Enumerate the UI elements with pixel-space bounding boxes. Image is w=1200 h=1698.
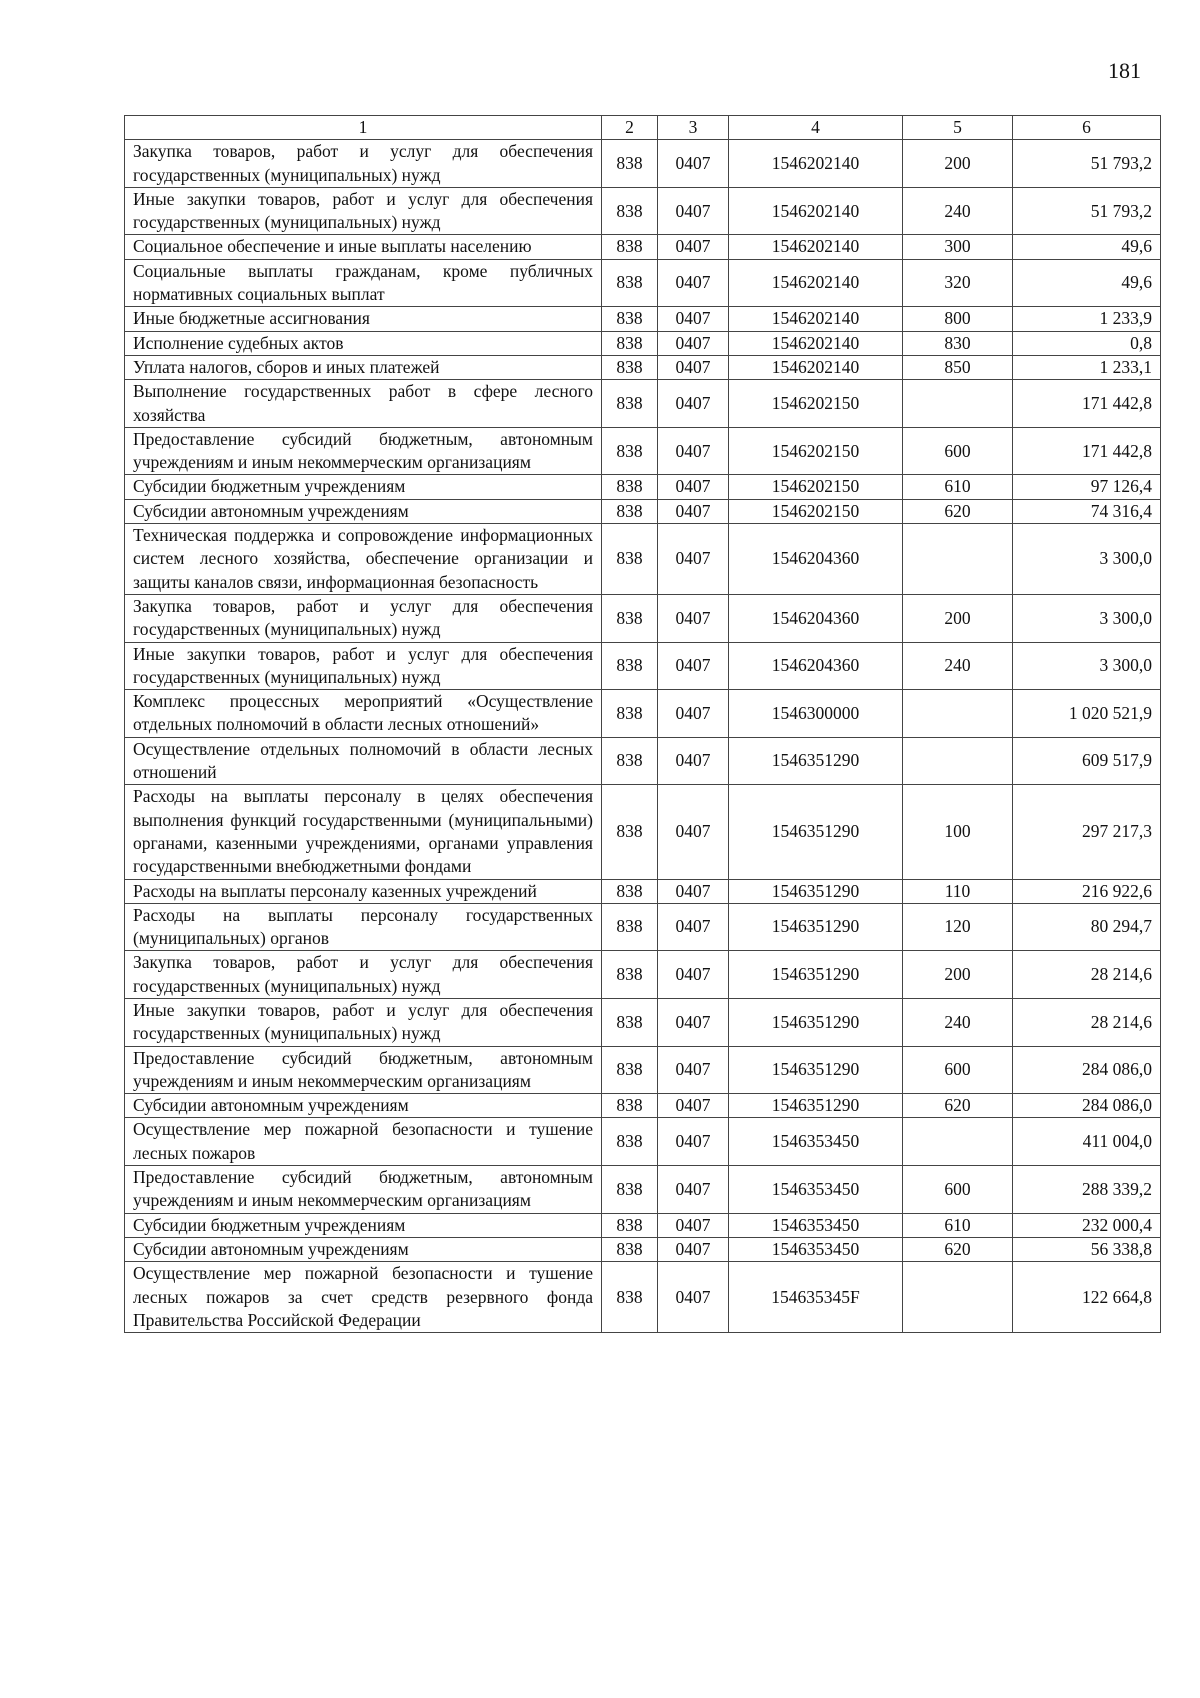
grbs-code-cell: 838 — [602, 903, 658, 951]
section-code-cell: 0407 — [658, 355, 729, 379]
table-row — [125, 427, 1161, 475]
grbs-code-cell: 838 — [602, 475, 658, 499]
table-row — [125, 1094, 1161, 1118]
grbs-code-cell: 838 — [602, 1166, 658, 1214]
expense-name-cell: Закупка товаров, работ и услуг для обеспечения государственных (муниципальных) нужд — [125, 140, 602, 188]
target-article-cell: 1546202140 — [729, 259, 903, 307]
column-header: 5 — [903, 116, 1013, 140]
target-article-cell: 154635345F — [729, 1262, 903, 1333]
table-row — [125, 737, 1161, 785]
grbs-code-cell: 838 — [602, 785, 658, 879]
amount-cell: 51 793,2 — [1013, 187, 1161, 235]
table-row — [125, 524, 1161, 595]
section-code-cell: 0407 — [658, 235, 729, 259]
section-code-cell: 0407 — [658, 1213, 729, 1237]
target-article-cell: 1546202150 — [729, 380, 903, 428]
section-code-cell: 0407 — [658, 307, 729, 331]
expense-name-cell: Уплата налогов, сборов и иных платежей — [125, 355, 602, 379]
grbs-code-cell: 838 — [602, 690, 658, 738]
target-article-cell: 1546202140 — [729, 140, 903, 188]
amount-cell: 1 020 521,9 — [1013, 690, 1161, 738]
expense-type-cell: 610 — [903, 475, 1013, 499]
amount-cell: 0,8 — [1013, 331, 1161, 355]
target-article-cell: 1546351290 — [729, 1046, 903, 1094]
expense-type-cell: 600 — [903, 1046, 1013, 1094]
expense-name-cell: Субсидии бюджетным учреждениям — [125, 1213, 602, 1237]
page-number: 181 — [1108, 58, 1141, 83]
target-article-cell: 1546353450 — [729, 1118, 903, 1166]
expense-type-cell: 100 — [903, 785, 1013, 879]
target-article-cell: 1546202140 — [729, 235, 903, 259]
table-row — [125, 1118, 1161, 1166]
target-article-cell: 1546202140 — [729, 331, 903, 355]
section-code-cell: 0407 — [658, 1046, 729, 1094]
target-article-cell: 1546353450 — [729, 1166, 903, 1214]
table-row — [125, 499, 1161, 523]
expense-type-cell: 610 — [903, 1213, 1013, 1237]
table-row — [125, 1237, 1161, 1261]
table-row — [125, 1262, 1161, 1333]
section-code-cell: 0407 — [658, 998, 729, 1046]
section-code-cell: 0407 — [658, 475, 729, 499]
table-row — [125, 307, 1161, 331]
expense-name-cell: Субсидии автономным учреждениям — [125, 499, 602, 523]
section-code-cell: 0407 — [658, 259, 729, 307]
section-code-cell: 0407 — [658, 737, 729, 785]
expense-type-cell: 600 — [903, 1166, 1013, 1214]
amount-cell: 74 316,4 — [1013, 499, 1161, 523]
expense-name-cell: Комплекс процессных мероприятий «Осуществление отдельных полномочий в области лесных отношений» — [125, 690, 602, 738]
grbs-code-cell: 838 — [602, 1046, 658, 1094]
table-body — [125, 140, 1161, 1333]
amount-cell: 297 217,3 — [1013, 785, 1161, 879]
expense-name-cell: Осуществление мер пожарной безопасности и тушение лесных пожаров за счет средств резервного фонда Правительства Российской Федерации — [125, 1262, 602, 1333]
expense-type-cell: 300 — [903, 235, 1013, 259]
section-code-cell: 0407 — [658, 140, 729, 188]
expense-name-cell: Субсидии автономным учреждениям — [125, 1237, 602, 1261]
column-header: 4 — [729, 116, 903, 140]
table-row — [125, 259, 1161, 307]
amount-cell: 122 664,8 — [1013, 1262, 1161, 1333]
table-row — [125, 475, 1161, 499]
target-article-cell: 1546351290 — [729, 903, 903, 951]
amount-cell: 216 922,6 — [1013, 879, 1161, 903]
expense-type-cell — [903, 524, 1013, 595]
expense-name-cell: Иные бюджетные ассигнования — [125, 307, 602, 331]
amount-cell: 284 086,0 — [1013, 1046, 1161, 1094]
column-header: 1 — [125, 116, 602, 140]
amount-cell: 97 126,4 — [1013, 475, 1161, 499]
target-article-cell: 1546202140 — [729, 355, 903, 379]
target-article-cell: 1546353450 — [729, 1237, 903, 1261]
section-code-cell: 0407 — [658, 903, 729, 951]
grbs-code-cell: 838 — [602, 380, 658, 428]
section-code-cell: 0407 — [658, 1118, 729, 1166]
expense-name-cell: Закупка товаров, работ и услуг для обеспечения государственных (муниципальных) нужд — [125, 594, 602, 642]
expense-name-cell: Расходы на выплаты персоналу государственных (муниципальных) органов — [125, 903, 602, 951]
target-article-cell: 1546202150 — [729, 475, 903, 499]
grbs-code-cell: 838 — [602, 524, 658, 595]
expense-type-cell: 200 — [903, 594, 1013, 642]
section-code-cell: 0407 — [658, 187, 729, 235]
table-row — [125, 187, 1161, 235]
amount-cell: 1 233,1 — [1013, 355, 1161, 379]
target-article-cell: 1546300000 — [729, 690, 903, 738]
budget-table — [124, 115, 1161, 1333]
amount-cell: 171 442,8 — [1013, 427, 1161, 475]
target-article-cell: 1546353450 — [729, 1213, 903, 1237]
amount-cell: 1 233,9 — [1013, 307, 1161, 331]
amount-cell: 171 442,8 — [1013, 380, 1161, 428]
grbs-code-cell: 838 — [602, 187, 658, 235]
table-row — [125, 879, 1161, 903]
target-article-cell: 1546202150 — [729, 427, 903, 475]
expense-name-cell: Исполнение судебных актов — [125, 331, 602, 355]
expense-type-cell — [903, 1118, 1013, 1166]
amount-cell: 609 517,9 — [1013, 737, 1161, 785]
table-header-row — [125, 116, 1161, 140]
table-row — [125, 998, 1161, 1046]
section-code-cell: 0407 — [658, 690, 729, 738]
table-row — [125, 140, 1161, 188]
grbs-code-cell: 838 — [602, 355, 658, 379]
target-article-cell: 1546351290 — [729, 785, 903, 879]
expense-name-cell: Социальные выплаты гражданам, кроме публичных нормативных социальных выплат — [125, 259, 602, 307]
expense-type-cell: 240 — [903, 187, 1013, 235]
target-article-cell: 1546351290 — [729, 737, 903, 785]
grbs-code-cell: 838 — [602, 1262, 658, 1333]
expense-name-cell: Выполнение государственных работ в сфере лесного хозяйства — [125, 380, 602, 428]
expense-type-cell: 110 — [903, 879, 1013, 903]
expense-name-cell: Предоставление субсидий бюджетным, автономным учреждениям и иным некоммерческим организациям — [125, 427, 602, 475]
expense-name-cell: Расходы на выплаты персоналу в целях обеспечения выполнения функций государственными (муниципальными) органами, казенными учреждениями, органами управления государственными внебюджетными фондами — [125, 785, 602, 879]
amount-cell: 51 793,2 — [1013, 140, 1161, 188]
table-row — [125, 594, 1161, 642]
section-code-cell: 0407 — [658, 594, 729, 642]
amount-cell: 3 300,0 — [1013, 594, 1161, 642]
section-code-cell: 0407 — [658, 1262, 729, 1333]
target-article-cell: 1546351290 — [729, 998, 903, 1046]
table-row — [125, 690, 1161, 738]
expense-type-cell: 240 — [903, 642, 1013, 690]
grbs-code-cell: 838 — [602, 1237, 658, 1261]
expense-type-cell: 800 — [903, 307, 1013, 331]
target-article-cell: 1546202140 — [729, 307, 903, 331]
table-row — [125, 235, 1161, 259]
expense-type-cell — [903, 380, 1013, 428]
expense-type-cell: 830 — [903, 331, 1013, 355]
expense-name-cell: Иные закупки товаров, работ и услуг для обеспечения государственных (муниципальных) нужд — [125, 998, 602, 1046]
table-row — [125, 785, 1161, 879]
grbs-code-cell: 838 — [602, 737, 658, 785]
table-row — [125, 380, 1161, 428]
expense-type-cell: 320 — [903, 259, 1013, 307]
amount-cell: 28 214,6 — [1013, 951, 1161, 999]
grbs-code-cell: 838 — [602, 1118, 658, 1166]
table-row — [125, 331, 1161, 355]
expense-name-cell: Субсидии бюджетным учреждениям — [125, 475, 602, 499]
amount-cell: 232 000,4 — [1013, 1213, 1161, 1237]
amount-cell: 288 339,2 — [1013, 1166, 1161, 1214]
table-row — [125, 903, 1161, 951]
section-code-cell: 0407 — [658, 879, 729, 903]
expense-type-cell — [903, 690, 1013, 738]
expense-name-cell: Социальное обеспечение и иные выплаты населению — [125, 235, 602, 259]
amount-cell: 3 300,0 — [1013, 524, 1161, 595]
target-article-cell: 1546351290 — [729, 879, 903, 903]
grbs-code-cell: 838 — [602, 642, 658, 690]
table-row — [125, 1166, 1161, 1214]
table-row — [125, 1046, 1161, 1094]
grbs-code-cell: 838 — [602, 331, 658, 355]
grbs-code-cell: 838 — [602, 951, 658, 999]
expense-name-cell: Иные закупки товаров, работ и услуг для обеспечения государственных (муниципальных) нужд — [125, 187, 602, 235]
expense-type-cell — [903, 1262, 1013, 1333]
section-code-cell: 0407 — [658, 1237, 729, 1261]
amount-cell: 411 004,0 — [1013, 1118, 1161, 1166]
target-article-cell: 1546204360 — [729, 524, 903, 595]
section-code-cell: 0407 — [658, 642, 729, 690]
amount-cell: 28 214,6 — [1013, 998, 1161, 1046]
expense-name-cell: Осуществление мер пожарной безопасности и тушение лесных пожаров — [125, 1118, 602, 1166]
target-article-cell: 1546202150 — [729, 499, 903, 523]
expense-name-cell: Осуществление отдельных полномочий в области лесных отношений — [125, 737, 602, 785]
expense-type-cell: 620 — [903, 1094, 1013, 1118]
grbs-code-cell: 838 — [602, 879, 658, 903]
grbs-code-cell: 838 — [602, 998, 658, 1046]
grbs-code-cell: 838 — [602, 259, 658, 307]
expense-type-cell: 240 — [903, 998, 1013, 1046]
grbs-code-cell: 838 — [602, 235, 658, 259]
section-code-cell: 0407 — [658, 499, 729, 523]
table-row — [125, 951, 1161, 999]
target-article-cell: 1546202140 — [729, 187, 903, 235]
expense-type-cell: 620 — [903, 499, 1013, 523]
column-header: 2 — [602, 116, 658, 140]
section-code-cell: 0407 — [658, 1094, 729, 1118]
expense-type-cell: 600 — [903, 427, 1013, 475]
expense-type-cell: 200 — [903, 140, 1013, 188]
column-header: 3 — [658, 116, 729, 140]
expense-name-cell: Субсидии автономным учреждениям — [125, 1094, 602, 1118]
grbs-code-cell: 838 — [602, 1094, 658, 1118]
amount-cell: 80 294,7 — [1013, 903, 1161, 951]
table-row — [125, 355, 1161, 379]
target-article-cell: 1546351290 — [729, 1094, 903, 1118]
amount-cell: 3 300,0 — [1013, 642, 1161, 690]
table-row — [125, 642, 1161, 690]
expense-type-cell: 200 — [903, 951, 1013, 999]
section-code-cell: 0407 — [658, 331, 729, 355]
grbs-code-cell: 838 — [602, 307, 658, 331]
section-code-cell: 0407 — [658, 380, 729, 428]
expense-name-cell: Предоставление субсидий бюджетным, автономным учреждениям и иным некоммерческим организациям — [125, 1046, 602, 1094]
expense-type-cell: 620 — [903, 1237, 1013, 1261]
amount-cell: 284 086,0 — [1013, 1094, 1161, 1118]
section-code-cell: 0407 — [658, 785, 729, 879]
expense-name-cell: Закупка товаров, работ и услуг для обеспечения государственных (муниципальных) нужд — [125, 951, 602, 999]
table-row — [125, 1213, 1161, 1237]
column-header: 6 — [1013, 116, 1161, 140]
section-code-cell: 0407 — [658, 951, 729, 999]
expense-name-cell: Техническая поддержка и сопровождение информационных систем лесного хозяйства, обеспечение организации и защиты каналов связи, информационная безопасность — [125, 524, 602, 595]
expense-type-cell — [903, 737, 1013, 785]
expense-name-cell: Расходы на выплаты персоналу казенных учреждений — [125, 879, 602, 903]
grbs-code-cell: 838 — [602, 499, 658, 523]
section-code-cell: 0407 — [658, 524, 729, 595]
amount-cell: 49,6 — [1013, 259, 1161, 307]
grbs-code-cell: 838 — [602, 1213, 658, 1237]
target-article-cell: 1546204360 — [729, 594, 903, 642]
target-article-cell: 1546204360 — [729, 642, 903, 690]
grbs-code-cell: 838 — [602, 594, 658, 642]
grbs-code-cell: 838 — [602, 140, 658, 188]
amount-cell: 56 338,8 — [1013, 1237, 1161, 1261]
section-code-cell: 0407 — [658, 427, 729, 475]
amount-cell: 49,6 — [1013, 235, 1161, 259]
section-code-cell: 0407 — [658, 1166, 729, 1214]
expense-name-cell: Иные закупки товаров, работ и услуг для обеспечения государственных (муниципальных) нужд — [125, 642, 602, 690]
expense-type-cell: 850 — [903, 355, 1013, 379]
grbs-code-cell: 838 — [602, 427, 658, 475]
expense-name-cell: Предоставление субсидий бюджетным, автономным учреждениям и иным некоммерческим организациям — [125, 1166, 602, 1214]
expense-type-cell: 120 — [903, 903, 1013, 951]
target-article-cell: 1546351290 — [729, 951, 903, 999]
